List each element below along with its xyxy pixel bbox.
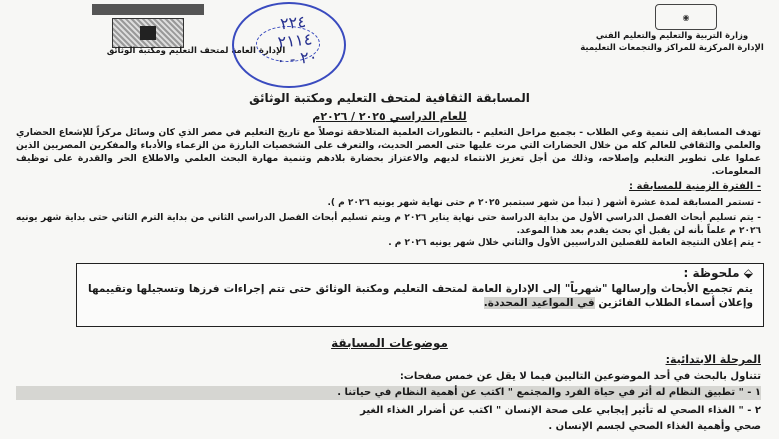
department-caption: الإدارة العامة لمتحف التعليم ومكتبة الوثائق xyxy=(106,46,286,56)
stamp-code: ٢٠ - ٠ xyxy=(275,46,319,71)
note-title xyxy=(684,266,753,280)
note-text-highlight: في المواعيد المحددة. xyxy=(483,297,595,309)
intro-paragraph: تهدف المسابقة إلى تنمية وعي الطلاب - بجميع مراحل التعليم - بالتطورات العلمية المتلاحقة توصلاً مع تاريخ التعليم في مصر الذي كان وسائل مركزاً للإشعاع الحضاري والعلمي والثقافي للعالم كله من خلال الحضارات التي مرت عليها حتى العصر الحديث، والتعرف على الشخصيات البارزة من الزعماء والأدباء والمفكرين المصريين الذين عملوا على تطوير التعليم وإصلاحه، وذلك من أجل تعزيز الانتماء لديهم والاعتزاز بحضارة بلادهم وتنمية مهارة البحث العلمي والاطلاع الحر والقدرة على توظيف المعلومات. xyxy=(16,127,761,177)
stage-line: ١ - " تطبيق النظام له أثر في حياة الفرد والمجتمع " اكتب عن أهمية النظام في حياتنا . xyxy=(16,386,761,400)
ministry-line-1: وزارة التربية والتعليم والتعليم الفني xyxy=(595,31,749,41)
note-text xyxy=(88,282,753,310)
note-icon: ⬙ xyxy=(739,266,753,280)
topics-heading: موضوعات المسابقة xyxy=(331,336,448,350)
ministry-logo: ◉ xyxy=(655,4,717,30)
stamp-handwriting xyxy=(242,9,347,73)
timeline-heading: - الفترة الزمنية للمسابقة : xyxy=(629,181,761,192)
academic-year: للعام الدراسي ٢٠٢٥ / ٢٠٢٦م xyxy=(312,110,467,123)
stage-line: ٢ - " الغذاء الصحي له تأثير إيجابي على صحة الإنسان " اكتب عن أضرار الغذاء الغير xyxy=(360,405,761,416)
timeline-item: - يتم إعلان النتيجة العامة للفصلين الدراسيين الأول والثاني خلال شهر يونيه ٢٠٢٦ م . xyxy=(388,238,761,248)
stage-line: تتناول بالبحث في أحد الموضوعين التاليين فيما لا يقل عن خمس صفحات: xyxy=(399,371,761,382)
stage-line: صحي وأهمية الغذاء الصحي لجسم الإنسان . xyxy=(548,421,761,432)
stamp-number-2: ٢١١٤ xyxy=(276,29,314,52)
note-title-text: ملحوظة : xyxy=(683,266,740,280)
ministry-line-2: الإدارة المركزية للمراكز والتجمعات التعليمية xyxy=(580,43,764,53)
timeline-item: - تستمر المسابقة لمدة عشرة أشهر ( تبدأ من شهر سبتمبر ٢٠٢٥ م حتى نهاية شهر يونيه ٢٠٢٦ م ). xyxy=(327,198,761,208)
stage-heading: المرحلة الابتدائية: xyxy=(665,353,761,366)
ministry-header xyxy=(577,30,767,54)
note-text-main: يتم تجميع الأبحاث وإرسالها "شهرياً" إلى الإدارة العامة لمتحف التعليم ومكتبة الوثائق حتى تتم إجراءات فرزها وتسجيلها وتقييمها وإعلان أسماء الطلاب الفائزين xyxy=(88,283,753,309)
stamp-number: ٢٢٤ xyxy=(279,11,307,34)
museum-logo-box xyxy=(92,4,204,44)
note-box xyxy=(76,263,764,327)
logo-banner xyxy=(92,4,204,15)
museum-logo xyxy=(112,18,184,48)
timeline-item: - يتم تسليم أبحاث الفصل الدراسي الأول من بداية الدراسة حتى نهاية يناير ٢٠٢٦ م ويتم تسليم أبحاث الفصل الدراسي الثاني من بداية الترم الثاني حتى بداية شهر يونيه ٢٠٢٦ م علماً بأنه لن يقبل أي بحث يقدم بعد هذا الموعد. xyxy=(16,213,761,236)
page-title: المسابقة الثقافية لمتحف التعليم ومكتبة الوثائق xyxy=(249,91,530,105)
